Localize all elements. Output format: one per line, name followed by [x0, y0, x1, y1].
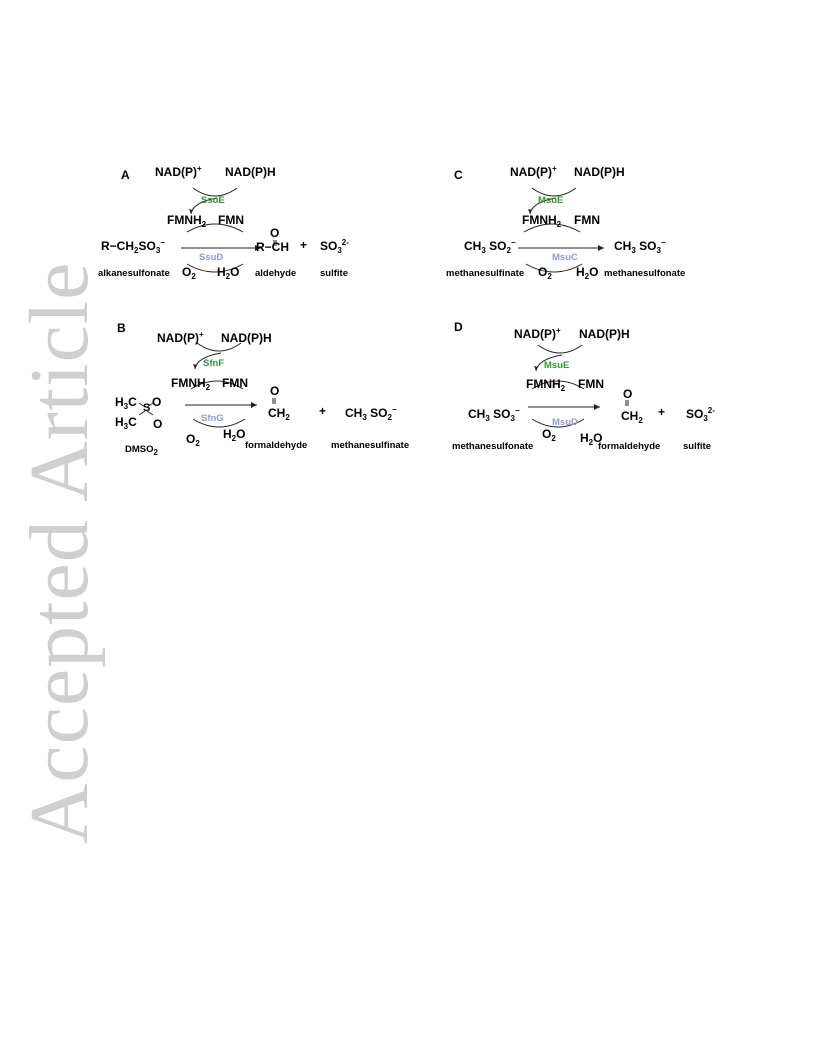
nadp-oxidized: NAD(P)+ [155, 164, 202, 179]
water: $H_2O$ [576, 265, 599, 281]
formaldehyde-formula: $CH_2$ [621, 409, 643, 425]
water: $H_2O$ [217, 265, 240, 281]
nadp-oxidized: NAD(P)+ [157, 330, 204, 345]
panel-a-label: A [121, 168, 130, 182]
aldehyde-formula: R−CH [256, 240, 290, 254]
formaldehyde-formula: $CH_2$ [268, 406, 290, 422]
water: $H_2O$ [223, 427, 246, 443]
sulfite-name: sulfite [683, 441, 711, 452]
panel-b [95, 315, 425, 457]
enzyme-ssud: SsuD [199, 252, 224, 263]
accepted-article-watermark: Accepted Article [13, 261, 106, 845]
enzyme-msud: MsuD [552, 417, 578, 428]
aldehyde-oxygen: O [270, 226, 280, 240]
panel-a [95, 160, 425, 290]
fmn: FMN [578, 377, 604, 391]
oxygen: $O_2$ [542, 427, 556, 443]
oxygen: $O_2$ [186, 432, 200, 448]
methanesulfonate-formula: $CH_3$ $SO_3^-$ [468, 406, 520, 423]
methanesulfinate-name: methanesulfinate [446, 268, 525, 279]
dmso2-sulfur: S [143, 402, 151, 414]
nadph: NAD(P)H [574, 165, 625, 179]
fmnh2: $FMNH_2$ [167, 213, 207, 229]
sulfite-name: sulfite [320, 268, 348, 279]
nadph: NAD(P)H [221, 331, 272, 345]
aldehyde-name: aldehyde [255, 268, 297, 279]
fmnh2: $FMNH_2$ [526, 377, 566, 393]
oxygen: $O_2$ [182, 265, 196, 281]
fmn: FMN [218, 213, 244, 227]
nadph: NAD(P)H [579, 327, 630, 341]
fmn: FMN [574, 213, 600, 227]
dmso2-oxygen-bottom: O [153, 417, 163, 431]
plus-sign: + [300, 238, 308, 252]
dmso2-methyl-bottom: $H_3C$ [115, 415, 137, 431]
water: $H_2O$ [580, 431, 603, 447]
panel-d-label: D [454, 320, 463, 334]
methanesulfinate-formula: $CH_3$ $SO_2^-$ [464, 238, 516, 255]
methanesulfonate-name: methanesulfonate [452, 441, 534, 452]
panel-c-label: C [454, 168, 463, 182]
sulfite-formula: $SO_3^{2-}$ [686, 406, 715, 423]
alkanesulfonate-formula: $R-CH_2SO_3^-$ [101, 238, 165, 255]
formaldehyde-oxygen: O [623, 387, 633, 401]
panel-c [428, 160, 758, 290]
oxygen: $O_2$ [538, 265, 552, 281]
methanesulfonate-formula: $CH_3$ $SO_3^-$ [614, 238, 666, 255]
dmso2-name: $DMSO_2$ [125, 444, 158, 457]
fmnh2: $FMNH_2$ [171, 376, 211, 392]
nadp-oxidized: NAD(P)+ [514, 326, 561, 341]
fmn: FMN [222, 376, 248, 390]
alkanesulfonate-name: alkanesulfonate [98, 268, 170, 279]
formaldehyde-name: formaldehyde [598, 441, 661, 452]
enzyme-sfng: SfnG [201, 413, 224, 424]
panel-b-label: B [117, 321, 126, 335]
nadp-oxidized: NAD(P)+ [510, 164, 557, 179]
methanesulfonate-name: methanesulfonate [604, 268, 686, 279]
plus-sign: + [319, 404, 327, 418]
plus-sign: + [658, 405, 666, 419]
enzyme-msue: MsuE [544, 360, 570, 371]
panel-d [428, 315, 758, 452]
nadph: NAD(P)H [225, 165, 276, 179]
formaldehyde-name: formaldehyde [245, 440, 308, 451]
dmso2-oxygen-top: O [152, 395, 162, 409]
methanesulfinate-formula: $CH_3$ $SO_2^-$ [345, 405, 397, 422]
formaldehyde-oxygen: O [270, 384, 280, 398]
fmnh2: $FMNH_2$ [522, 213, 562, 229]
methanesulfinate-name: methanesulfinate [331, 440, 410, 451]
dmso2-methyl-top: $H_3C$ [115, 395, 137, 411]
sulfite-formula: $SO_3^{2-}$ [320, 238, 349, 255]
enzyme-msue: MsuE [538, 195, 564, 206]
enzyme-ssue: SsuE [201, 195, 225, 206]
enzyme-msuc: MsuC [552, 252, 578, 263]
enzyme-sfnf: SfnF [203, 358, 225, 369]
